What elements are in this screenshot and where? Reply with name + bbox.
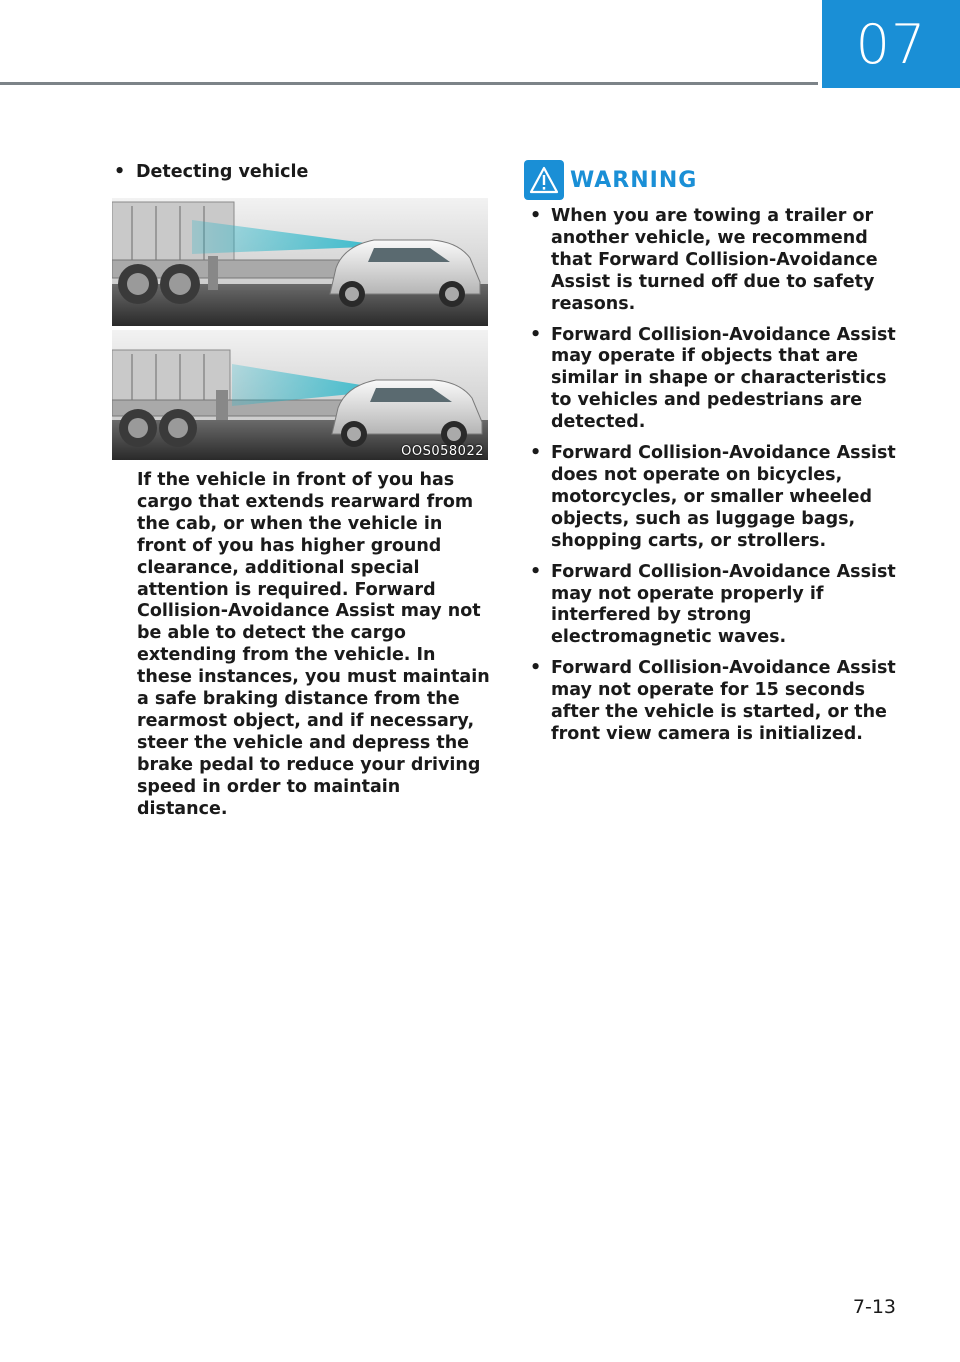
warning-item: • When you are towing a trailer or another vehicle, we recommend that Forward Collision-Avoidance Assist is turned off due to safety reasons.: [524, 206, 908, 316]
figure-code: OOS058022: [401, 444, 484, 459]
warning-header: [524, 160, 908, 200]
header-rule: [0, 82, 818, 85]
cargo-detection-paragraph: If the vehicle in front of you has cargo that extends rearward from the cab, or when the vehicle in front of you has higher ground clearance, additional special attention is required. Forward Collision-Avoidance Assist may not be able to detect the cargo extending from the vehicle. In these instances, you must maintain a safe braking distance from the rearmost object, and if necessary, steer the vehicle and depress the brake pedal to reduce your driving speed in order to maintain distance.: [137, 470, 490, 819]
warning-item: • Forward Collision-Avoidance Assist may not operate properly if interfered by strong electromagnetic waves.: [524, 562, 908, 650]
section-bullet-title: • Detecting vehicle: [114, 162, 309, 182]
warning-item: • Forward Collision-Avoidance Assist does not operate on bicycles, motorcycles, or smaller wheeled objects, such as luggage bags, shopping carts, or strollers.: [524, 443, 908, 553]
warning-label: WARNING: [570, 167, 698, 193]
panel-bottom: [112, 330, 488, 460]
page-number: 7-13: [852, 1296, 896, 1318]
warning-column: [524, 160, 908, 755]
truck-detection-illustration: [112, 198, 488, 460]
warning-item: • Forward Collision-Avoidance Assist may not operate for 15 seconds after the vehicle is started, or the front view camera is initialized.: [524, 658, 908, 746]
panel-top: [112, 198, 488, 326]
left-column: [112, 160, 490, 821]
warning-list: [524, 206, 908, 746]
chapter-tab: 07: [822, 0, 960, 88]
warning-item: • Forward Collision-Avoidance Assist may operate if objects that are similar in shape or characteristics to vehicles and pedestrians are detected.: [524, 325, 908, 435]
truck-detection-figure: [112, 198, 488, 460]
warning-triangle-icon: [524, 160, 564, 200]
bullet-title-text: Detecting vehicle: [136, 162, 309, 182]
